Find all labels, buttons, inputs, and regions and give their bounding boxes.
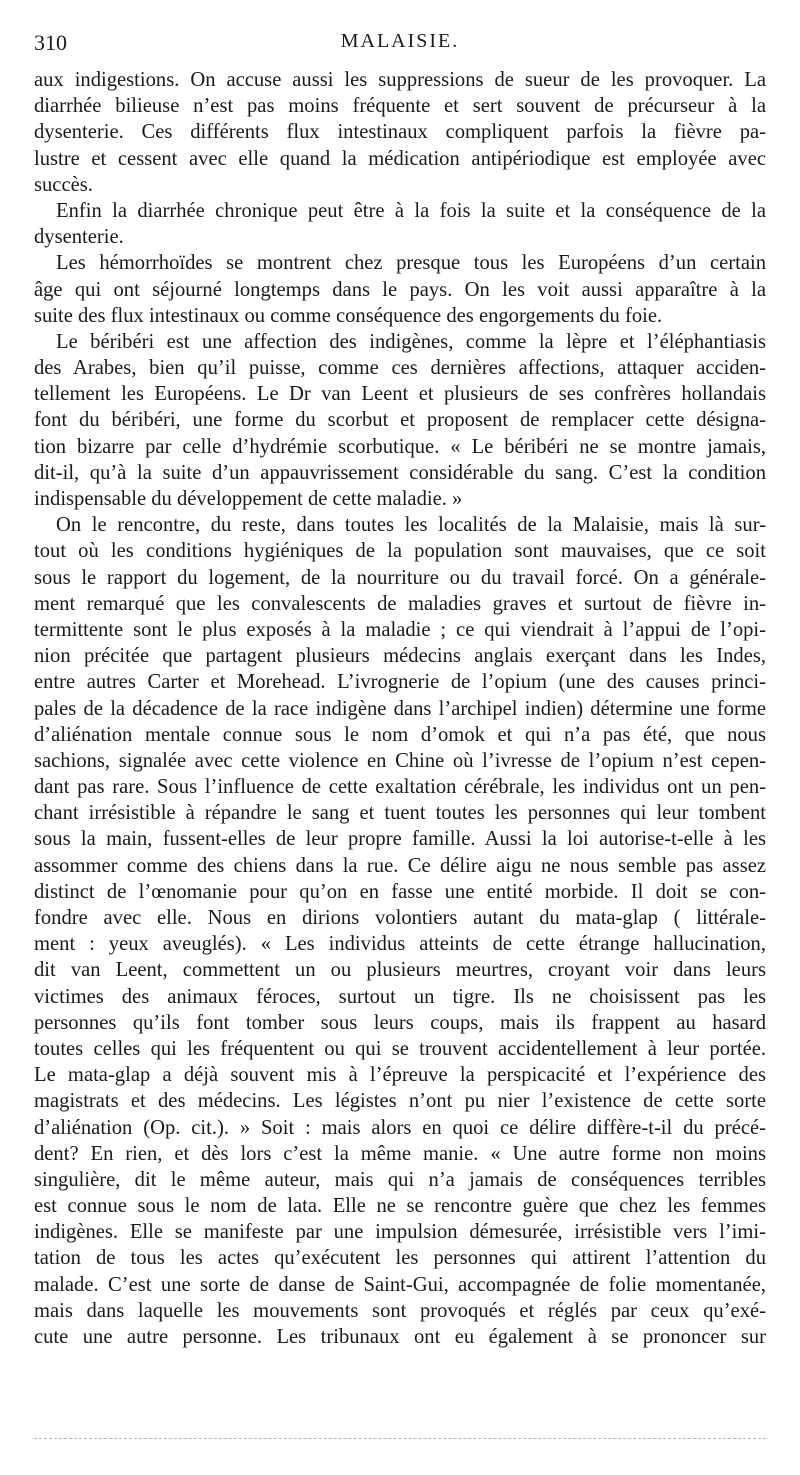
text-line: dant pas rare. Sous l’influence de cette exaltation cérébrale, les individus ont un pen- — [34, 776, 766, 799]
text-line: d’aliénation mentale connue sous le nom d’omok et qui n’a pas été, que nous — [34, 723, 766, 746]
text-line: tion bizarre par celle d’hydrémie scorbutique. « Le béribéri ne se montre jamais, — [34, 435, 766, 458]
footer-rule — [34, 1438, 766, 1439]
text-line: sous le rapport du logement, de la nourriture ou du travail forcé. On a générale- — [34, 566, 766, 589]
text-line: ment : yeux aveuglés). « Les individus atteints de cette étrange hallucination, — [34, 933, 766, 956]
text-line: tation de tous les actes qu’exécutent les personnes qui attirent l’attention du — [34, 1247, 766, 1270]
text-line: Les hémorrhoïdes se montrent chez presque tous les Européens d’un certain — [56, 252, 766, 275]
text-line: Le béribéri est une affection des indigènes, comme la lèpre et l’éléphantiasis — [56, 330, 766, 353]
running-title: MALAISIE. — [340, 30, 460, 52]
text-line: font du béribéri, une forme du scorbut et proposent de remplacer cette désigna- — [34, 409, 766, 432]
text-line: On le rencontre, du reste, dans toutes les localités de la Malaisie, mais là sur- — [56, 514, 766, 537]
text-line: d’aliénation (Op. cit.). » Soit : mais alors en quoi ce délire diffère-t-il du précé- — [34, 1116, 766, 1139]
text-line: sachions, signalée avec cette violence en Chine où l’ivresse de l’opium n’est cepen- — [34, 749, 766, 772]
text-line: dysenterie. — [34, 226, 124, 249]
text-line: nion précitée que partagent plusieurs médecins anglais exerçant dans les Indes, — [34, 645, 766, 668]
text-line: termittente sont le plus exposés à la maladie ; ce qui viendrait à l’appui de l’opi- — [34, 618, 766, 641]
text-line: fondre avec elle. Nous en dirions volontiers autant du mata-glap ( littérale- — [34, 907, 766, 929]
text-line: tellement les Européens. Le Dr van Leent et plusieurs de ses confrères hollandais — [34, 383, 766, 406]
text-line: suite des flux intestinaux ou comme conséquence des engorgements du foie. — [34, 304, 663, 327]
text-line: indigènes. Elle se manifeste par une impulsion démesurée, irrésistible vers l’imi- — [34, 1221, 766, 1244]
text-line: malade. C’est une sorte de danse de Saint-Gui, accompagnée de folie momentanée, — [34, 1273, 766, 1296]
text-line: ment remarqué que les convalescents de maladies graves et surtout de fièvre in- — [34, 592, 766, 615]
text-line: victimes des animaux féroces, surtout un tigre. Ils ne choisissent pas les — [34, 985, 766, 1008]
text-line: indispensable du développement de cette maladie. » — [34, 488, 463, 510]
text-line: distinct de l’œnomanie pour qu’on en fasse une entité morbide. Il doit se con- — [34, 880, 766, 903]
text-line: âge qui ont séjourné longtemps dans le pays. On les voit aussi apparaître à la — [34, 278, 766, 301]
page-header — [34, 30, 766, 60]
text-line: chant irrésistible à répandre le sang et tuent toutes les personnes qui leur tombent — [34, 802, 766, 825]
body-text — [34, 67, 766, 1350]
page-number: 310 — [34, 30, 67, 55]
text-line: mais dans laquelle les mouvements sont provoqués et réglés par ceux qu’exé- — [34, 1299, 766, 1322]
text-line: tout où les conditions hygiéniques de la population sont mauvaises, que ce soit — [34, 540, 766, 563]
text-line: dysenterie. Ces différents flux intestinaux compliquent parfois la fièvre pa- — [34, 121, 766, 144]
text-line: lustre et cessent avec elle quand la médication antipériodique est employée avec — [34, 147, 766, 170]
text-line: sous la main, fussent-elles de leur propre famille. Aussi la loi autorise-t-elle à les — [34, 828, 766, 851]
text-line: dit-il, qu’à la suite d’un appauvrissement considérable du sang. C’est la condition — [34, 461, 766, 484]
text-line: dent? En rien, et dès lors c’est la même manie. « Une autre forme non moins — [34, 1142, 766, 1165]
text-line: des Arabes, bien qu’il puisse, comme ces dernières affections, attaquer acciden- — [34, 357, 766, 380]
text-line: assommer comme des chiens dans la rue. Ce délire aigu ne nous semble pas assez — [34, 854, 766, 877]
text-line: entre autres Carter et Morehead. L’ivrognerie de l’opium (une des causes princi- — [34, 671, 766, 694]
text-line: diarrhée bilieuse n’est pas moins fréquente et sert souvent de précurseur à la — [34, 95, 766, 118]
text-line: toutes celles qui les fréquentent ou qui se trouvent accidentellement à leur portée. — [34, 1037, 766, 1060]
text-line: personnes qu’ils font tomber sous leurs coups, mais ils frappent au hasard — [34, 1011, 766, 1034]
text-line: est connue sous le nom de lata. Elle ne se rencontre guère que chez les femmes — [34, 1195, 766, 1218]
text-line: Le mata-glap a déjà souvent mis à l’épreuve la perspicacité et l’expérience des — [34, 1064, 766, 1087]
text-line: aux indigestions. On accuse aussi les suppressions de sueur de les provoquer. La — [34, 69, 766, 91]
text-line: pales de la décadence de la race indigène dans l’archipel indien) détermine une forme — [34, 697, 766, 720]
text-line: cute une autre personne. Les tribunaux ont eu également à se prononcer sur — [34, 1326, 766, 1348]
text-line: Enfin la diarrhée chronique peut être à la fois la suite et la conséquence de la — [56, 199, 766, 222]
text-line: dit van Leent, commettent un ou plusieurs meurtres, croyant voir dans leurs — [34, 959, 766, 982]
text-line: singulière, dit le même auteur, mais qui n’a jamais de conséquences terribles — [34, 1168, 766, 1191]
text-line: succès. — [34, 173, 93, 196]
text-line: magistrats et des médecins. Les légistes n’ont pu nier l’existence de cette sorte — [34, 1090, 766, 1113]
